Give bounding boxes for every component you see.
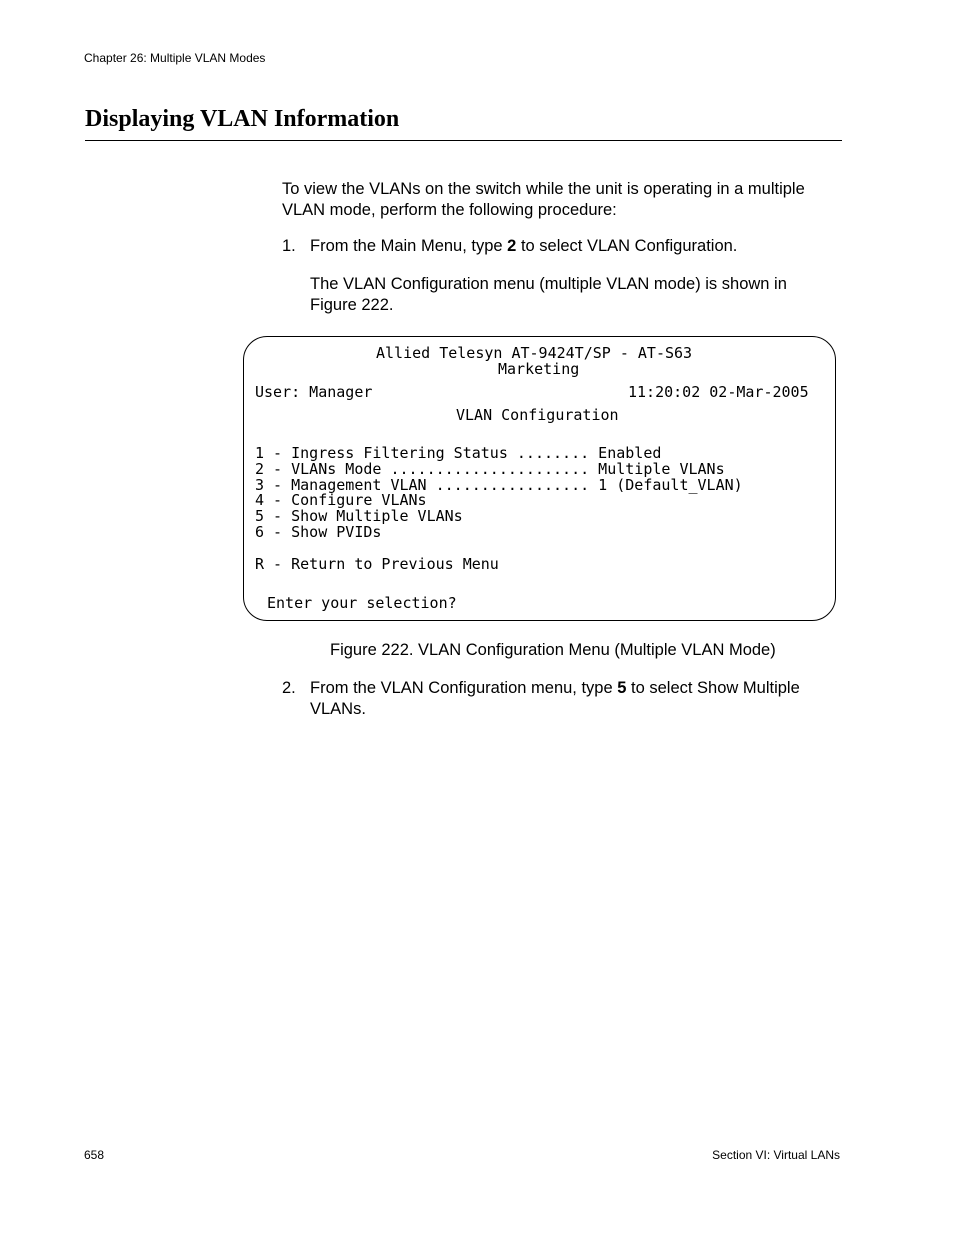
step-text-post: to select Show Multiple VLANs. xyxy=(310,679,800,718)
step-1-note: The VLAN Configuration menu (multiple VLAN mode) is shown in Figure 222. xyxy=(310,275,787,314)
menu-item-return[interactable]: R - Return to Previous Menu xyxy=(255,555,499,573)
step-number: 2. xyxy=(282,679,296,697)
step-text xyxy=(310,236,842,257)
step-1 xyxy=(282,236,842,256)
title-rule xyxy=(85,140,842,141)
running-header: Chapter 26: Multiple VLAN Modes xyxy=(84,51,266,65)
menu-item-management-vlan[interactable]: 3 - Management VLAN ................. 1 (Default_VLAN) xyxy=(255,475,743,494)
user-label: User: Manager xyxy=(255,383,373,401)
selection-prompt[interactable]: Enter your selection? xyxy=(267,594,457,612)
page-number: 658 xyxy=(84,1148,105,1162)
step-key: 2 xyxy=(507,237,517,255)
menu-item-show-pvids[interactable]: 6 - Show PVIDs xyxy=(255,522,382,541)
location-line: Marketing xyxy=(498,360,580,378)
step-text-post: to select VLAN Configuration. xyxy=(516,237,738,255)
section-title: Displaying VLAN Information xyxy=(85,106,400,132)
step-text-pre: From the Main Menu, type xyxy=(310,237,508,255)
footer-section: Section VI: Virtual LANs xyxy=(712,1148,840,1162)
menu-item-configure-vlans[interactable]: 4 - Configure VLANs xyxy=(255,491,427,510)
datetime-label: 11:20:02 02-Mar-2005 xyxy=(628,383,809,401)
intro-paragraph: To view the VLANs on the switch while the unit is operating in a multiple VLAN mode, perform the following procedure: xyxy=(282,180,805,219)
menu-item-vlans-mode[interactable]: 2 - VLANs Mode ...................... Multiple VLANs xyxy=(255,459,725,478)
menu-item-ingress-filtering[interactable]: 1 - Ingress Filtering Status ........ Enabled xyxy=(255,444,662,462)
menu-list xyxy=(255,446,743,541)
step-number: 1. xyxy=(282,237,296,255)
menu-title: VLAN Configuration xyxy=(456,406,619,424)
figure-caption: Figure 222. VLAN Configuration Menu (Multiple VLAN Mode) xyxy=(330,641,776,659)
terminal-screen xyxy=(243,336,836,621)
step-text-pre: From the VLAN Configuration menu, type xyxy=(310,679,618,697)
step-key: 5 xyxy=(617,679,627,697)
menu-item-show-multiple-vlans[interactable]: 5 - Show Multiple VLANs xyxy=(255,507,463,526)
step-text xyxy=(310,678,842,719)
device-line: Allied Telesyn AT-9424T/SP - AT-S63 xyxy=(376,344,693,362)
step-2 xyxy=(282,678,842,722)
